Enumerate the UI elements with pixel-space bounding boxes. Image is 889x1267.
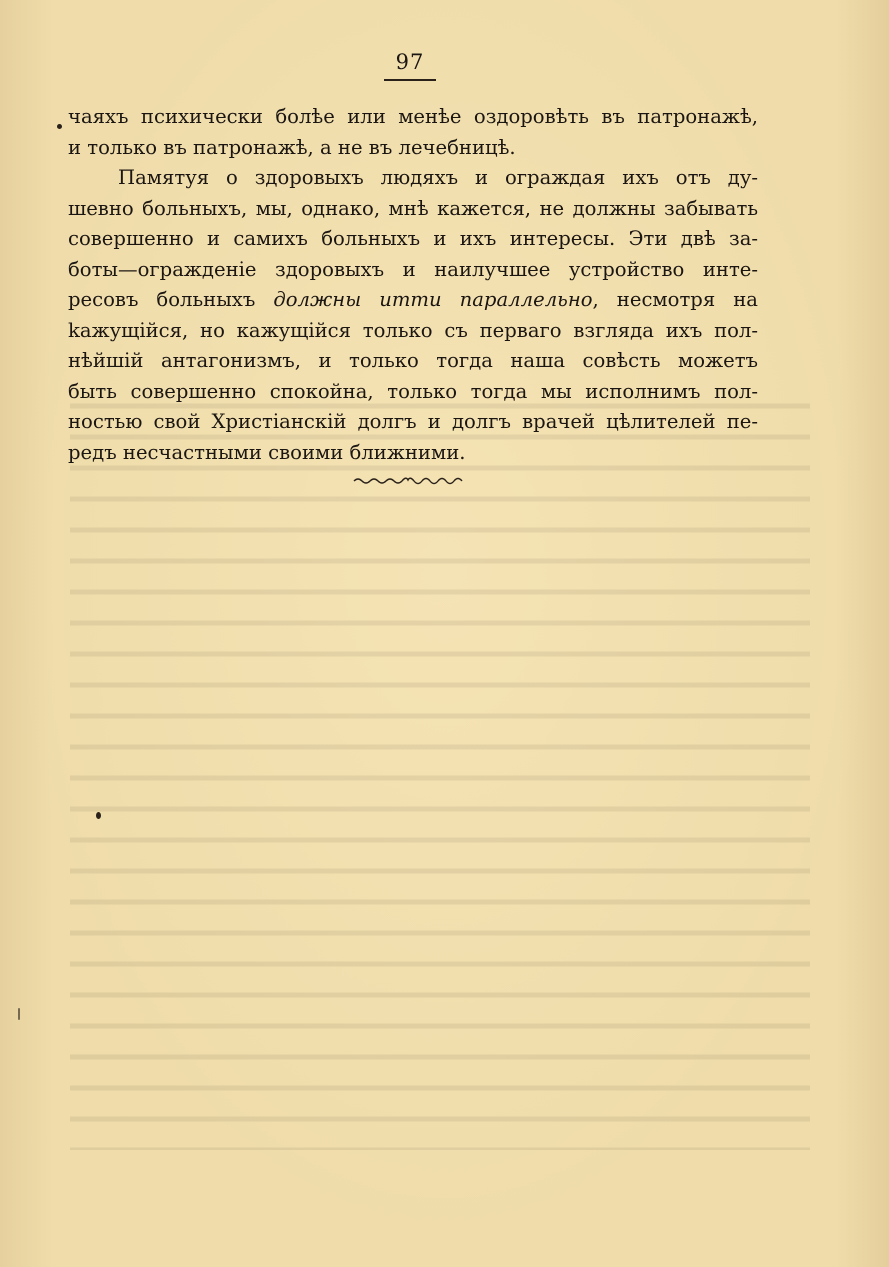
emphasis-text: должны итти параллельно <box>273 288 593 311</box>
text-line: редъ несчастными своими ближними. <box>68 440 466 464</box>
page-number: 97 <box>395 50 425 74</box>
text-line: совершенно и самихъ больныхъ и ихъ интересы. Эти двѣ за- <box>68 227 758 250</box>
page-number-rule <box>384 79 436 81</box>
text-line-with-emphasis <box>68 285 758 316</box>
text-line: чаяхъ психически болѣе или менѣе оздоровѣть въ патронажѣ, <box>68 105 758 128</box>
ink-speck <box>96 812 101 819</box>
ink-speck <box>57 124 62 129</box>
text-segment: ресовъ больныхъ <box>68 288 274 311</box>
ink-speck <box>18 1008 20 1020</box>
text-line: Памятуя о здоровыхъ людяхъ и ограждая ихъ отъ ду- <box>118 166 758 189</box>
show-through-text <box>70 390 810 1150</box>
text-line: kажущійся, но кажущійся только съ перваго взгляда ихъ пол- <box>68 318 758 342</box>
section-divider-ornament <box>352 474 464 486</box>
text-line: нѣйшій антагонизмъ, и только тогда наша совѣсть можетъ <box>68 349 758 372</box>
text-line: шевно больныхъ, мы, однако, мнѣ кажется, не должны забывать <box>68 196 758 220</box>
text-line: боты—огражденіе здоровыхъ и наилучшее устройство инте- <box>68 257 758 281</box>
text-line: ностью свой Христіанскій долгъ и долгъ врачей цѣлителей пе- <box>68 410 758 433</box>
text-line: быть совершенно спокойна, только тогда мы исполнимъ пол- <box>68 379 758 403</box>
body-text <box>68 102 758 468</box>
text-segment: , несмотря на <box>592 288 758 311</box>
text-line: и только въ патронажѣ, а не въ лечебницѣ. <box>68 135 516 159</box>
